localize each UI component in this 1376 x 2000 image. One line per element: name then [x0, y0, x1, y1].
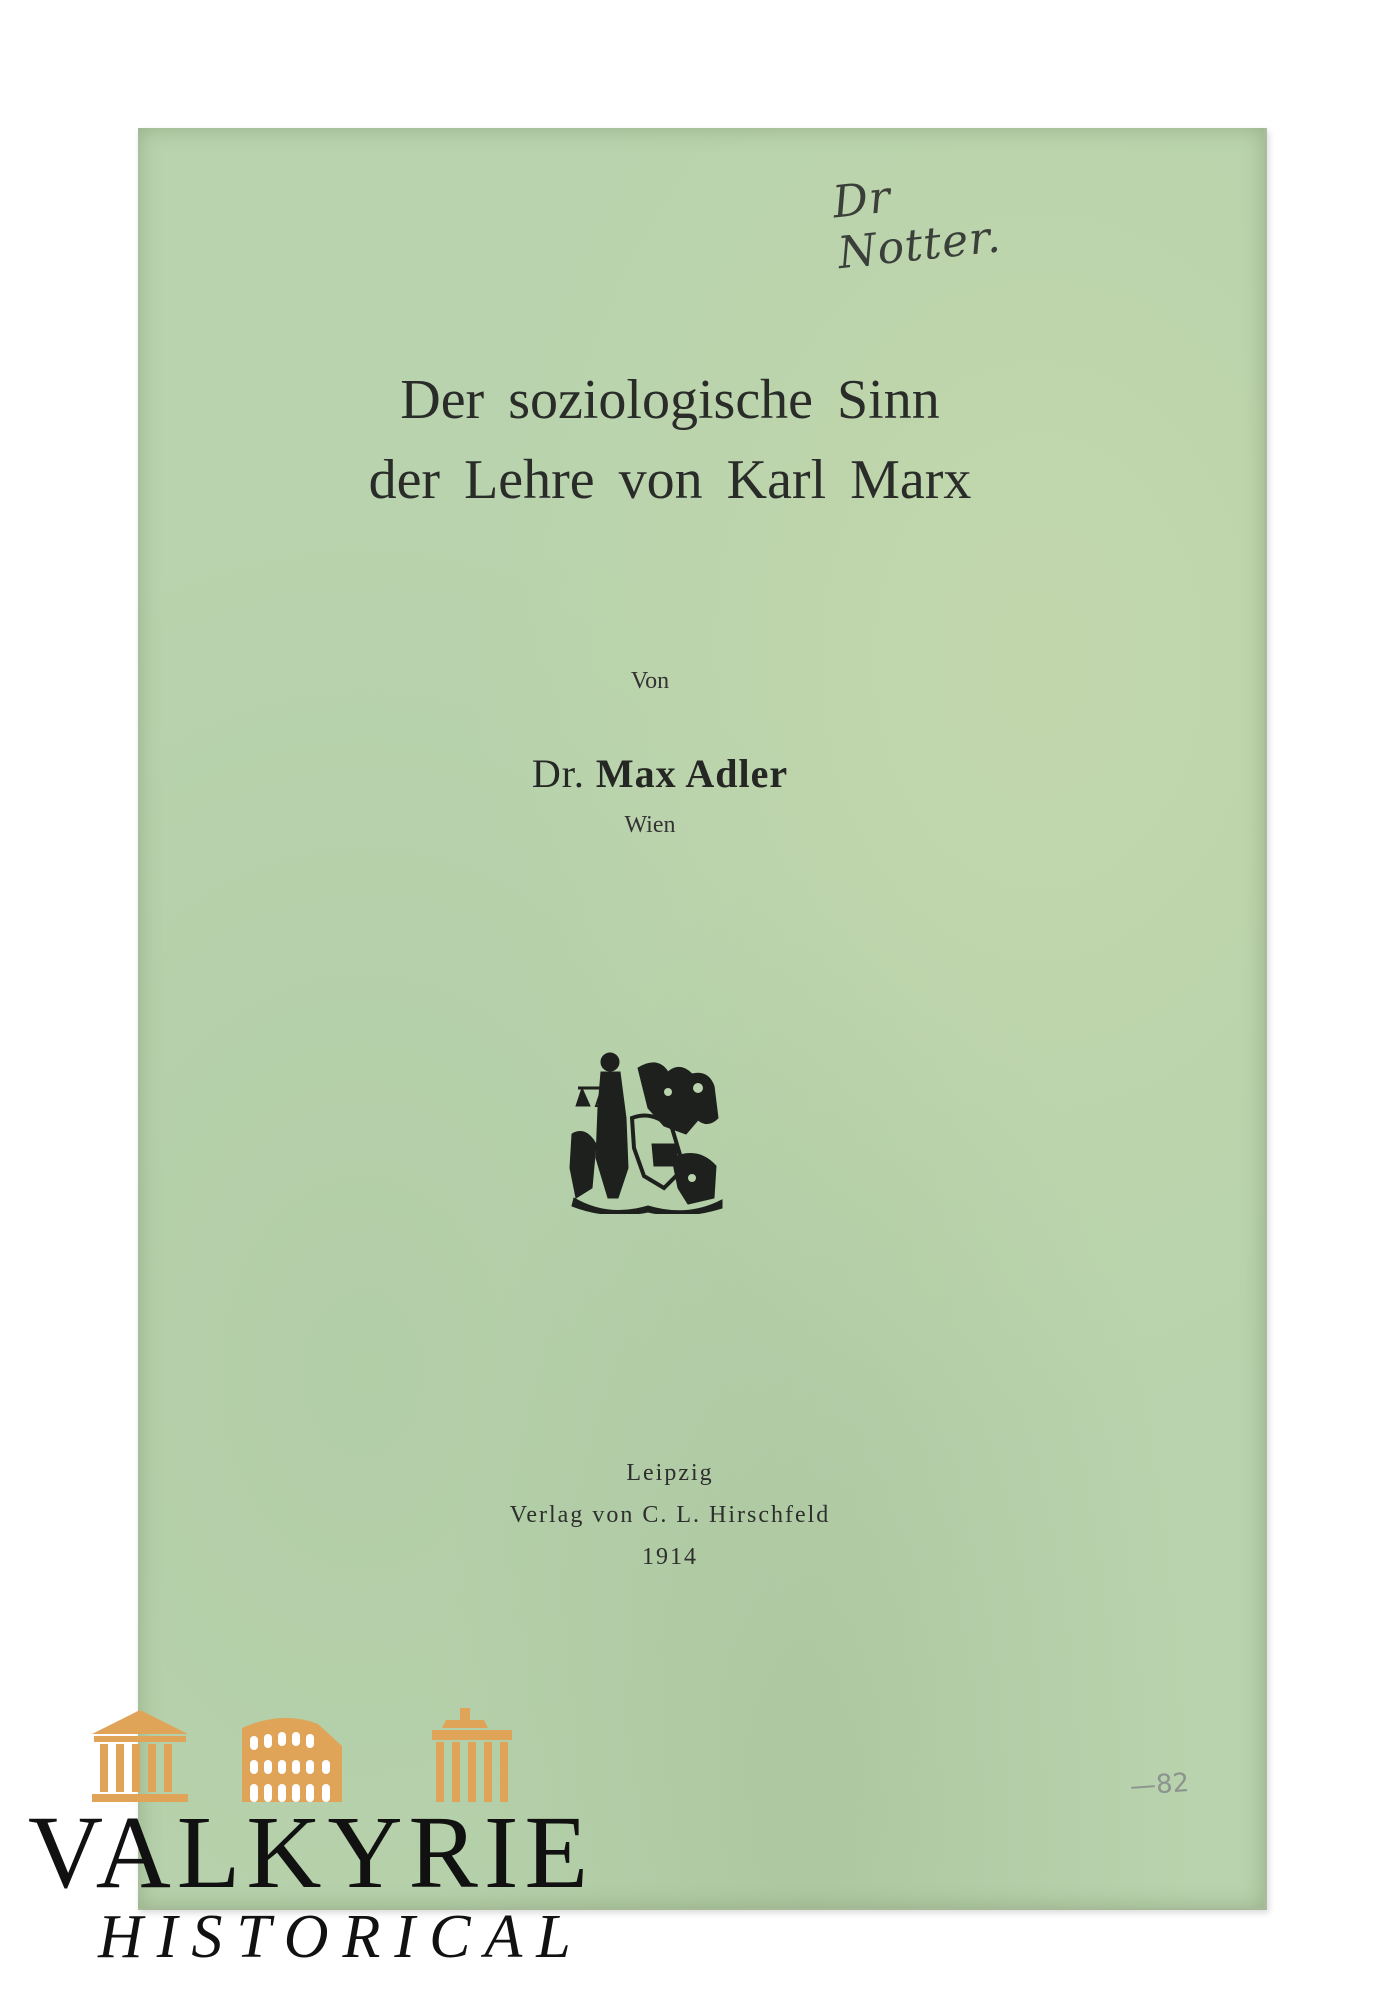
- handwritten-inscription: Dr Notter.: [830, 171, 1004, 280]
- imprint-city: Leipzig: [626, 1460, 714, 1486]
- brand-name: VALKYRIE: [28, 1795, 595, 1910]
- brand-tagline: HISTORICAL: [98, 1903, 585, 1971]
- title-line-1: Der soziologische Sinn: [400, 369, 940, 431]
- temple-icon: [92, 1710, 188, 1802]
- author-prefix: Dr.: [531, 751, 585, 796]
- imprint-year: 1914: [642, 1544, 698, 1570]
- publisher-imprint: [400, 1452, 940, 1578]
- gate-icon: [432, 1708, 512, 1802]
- by-label: Von: [630, 668, 670, 694]
- title-line-2: der Lehre von Karl Marx: [368, 449, 972, 511]
- colosseum-icon: [242, 1718, 342, 1802]
- pencil-note: —82: [1129, 1767, 1191, 1803]
- author-line: [400, 750, 920, 797]
- imprint-publisher: Verlag von C. L. Hirschfeld: [509, 1502, 831, 1528]
- publisher-emblem-icon: [568, 1048, 724, 1214]
- author-city: Wien: [624, 812, 676, 838]
- author-name: Max Adler: [595, 751, 789, 796]
- logo-icons: [92, 1706, 562, 1806]
- book-title: [290, 360, 1050, 520]
- watermark-logo: [28, 1706, 628, 1986]
